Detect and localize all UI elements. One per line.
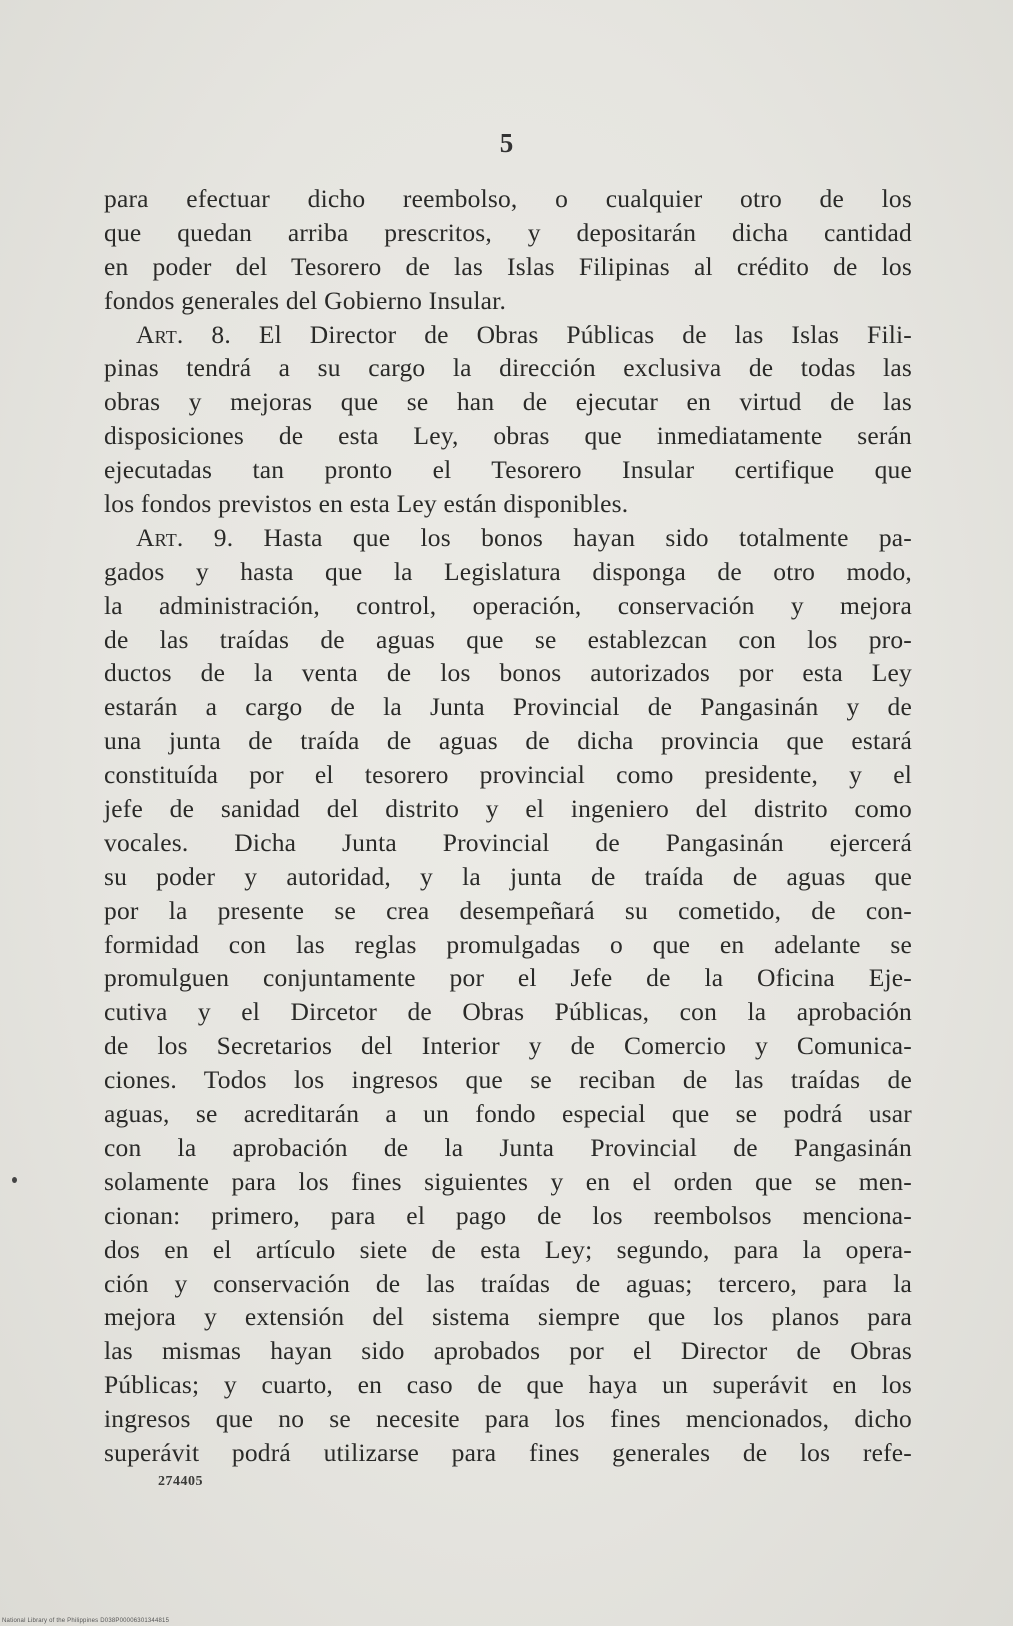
text-line: Públicas; y cuarto, en caso de que haya un superávit en los — [104, 1370, 912, 1400]
text-line: la administración, control, operación, conservación y mejora — [104, 590, 912, 620]
article-label: Art. — [136, 522, 184, 552]
text-line: fondos generales del Gobierno Insular. — [104, 285, 507, 315]
text-line: una junta de traída de aguas de dicha provincia que estará — [104, 726, 912, 756]
text-line: cionan: primero, para el pago de los reembolsos menciona- — [104, 1200, 912, 1230]
text-line: superávit podrá utilizarse para fines generales de los refe- — [104, 1437, 912, 1467]
text-line: de los Secretarios del Interior y de Comercio y Comunica- — [104, 1031, 912, 1061]
text-line: jefe de sanidad del distrito y el ingeniero del distrito como — [104, 794, 912, 824]
text-line: disposiciones de esta Ley, obras que inmediatamente serán — [104, 421, 912, 451]
text-line: mejora y extensión del sistema siempre que los planos para — [104, 1302, 912, 1332]
text-line: para efectuar dicho reembolso, o cualquier otro de los — [104, 184, 912, 213]
text-line: constituída por el tesorero provincial como presidente, y el — [104, 760, 912, 790]
text-line: 8. El Director de Obras Públicas de las Islas Fili- — [211, 319, 912, 349]
margin-mark — [12, 1177, 17, 1183]
text-line: obras y mejoras que se han de ejecutar en virtud de las — [104, 387, 912, 417]
text-line: su poder y autoridad, y la junta de traída de aguas que — [104, 861, 912, 891]
text-line: dos en el artículo siete de esta Ley; segundo, para la opera- — [104, 1234, 912, 1264]
footer-credit: National Library of the Philippines D038P00006301344815 — [2, 1618, 170, 1624]
text-line: cutiva y el Dircetor de Obras Públicas, con la aprobación — [104, 997, 912, 1027]
body-text — [104, 182, 912, 1470]
text-line: pinas tendrá a su cargo la dirección exclusiva de todas las — [104, 353, 912, 383]
text-line: por la presente se crea desempeñará su cometido, de con- — [104, 895, 912, 925]
text-line: las mismas hayan sido aprobados por el Director de Obras — [104, 1336, 912, 1366]
text-line: solamente para los fines siguientes y en el orden que se men- — [104, 1166, 912, 1196]
text-line: ción y conservación de las traídas de aguas; tercero, para la — [104, 1268, 912, 1298]
text-line: en poder del Tesorero de las Islas Filipinas al crédito de los — [104, 251, 912, 281]
text-line: estarán a cargo de la Junta Provincial de Pangasinán y de — [104, 692, 912, 722]
page-number: 5 — [499, 128, 514, 158]
text-line: formidad con las reglas promulgadas o que en adelante se — [104, 929, 912, 959]
text-line: ejecutadas tan pronto el Tesorero Insular certifique que — [104, 455, 912, 485]
text-line: que quedan arriba prescritos, y depositarán dicha cantidad — [104, 217, 912, 247]
text-line: con la aprobación de la Junta Provincial de Pangasinán — [104, 1132, 912, 1162]
text-line: ingresos que no se necesite para los fines mencionados, dicho — [104, 1404, 912, 1434]
text-line: ductos de la venta de los bonos autorizados por esta Ley — [104, 658, 912, 688]
text-line: los fondos previstos en esta Ley están disponibles. — [104, 489, 629, 519]
text-line: vocales. Dicha Junta Provincial de Pangasinán ejercerá — [104, 827, 912, 857]
text-line: aguas, se acreditarán a un fondo especial que se podrá usar — [104, 1099, 912, 1129]
print-code: 274405 — [158, 1474, 203, 1489]
article-9-first-line — [104, 521, 912, 555]
article-8-first-line — [104, 318, 912, 352]
text-line: promulguen conjuntamente por el Jefe de la Oficina Eje- — [104, 963, 912, 993]
text-line: gados y hasta que la Legislatura disponga de otro modo, — [104, 556, 912, 586]
article-label: Art. — [136, 319, 184, 349]
text-line: ciones. Todos los ingresos que se reciban de las traídas de — [104, 1065, 912, 1095]
text-line: 9. Hasta que los bonos hayan sido totalmente pa- — [213, 522, 912, 552]
text-line: de las traídas de aguas que se establezcan con los pro- — [104, 624, 912, 654]
